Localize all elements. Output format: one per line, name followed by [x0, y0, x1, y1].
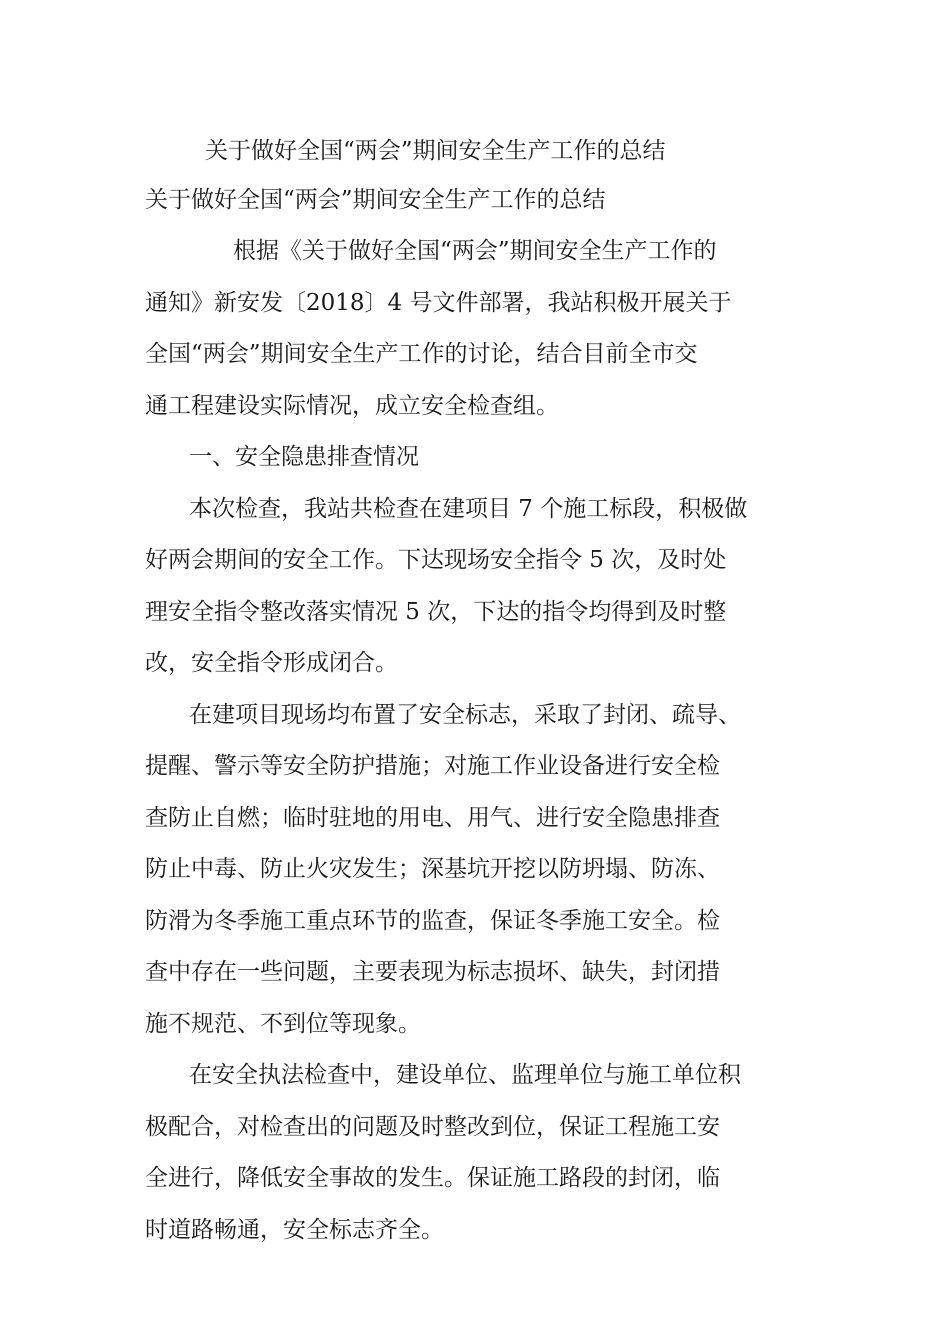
text-line: 全国“两会”期间安全生产工作的讨论，结合目前全市交	[145, 341, 698, 367]
document-title: 关于做好全国“两会”期间安全生产工作的总结	[205, 138, 666, 164]
text-line: 全进行，降低安全事故的发生。保证施工路段的封闭，临	[145, 1165, 720, 1191]
document-subtitle: 关于做好全国“两会”期间安全生产工作的总结	[145, 187, 606, 213]
text-line: 查中存在一些问题，主要表现为标志损坏、缺失，封闭措	[145, 959, 720, 985]
text-line: 通工程建设实际情况，成立安全检查组。	[145, 392, 559, 419]
text-line: 根据《关于做好全国“两会”期间安全生产工作的	[233, 238, 717, 264]
section-heading: 一、安全隐患排查情况	[189, 444, 419, 470]
text-line: 提醒、警示等安全防护措施；对施工作业设备进行安全检	[145, 753, 720, 779]
text-line: 时道路畅通，安全标志齐全。	[145, 1216, 444, 1243]
text-line: 查防止自燃；临时驻地的用电、用气、进行安全隐患排查	[145, 804, 720, 831]
text-line: 好两会期间的安全工作。下达现场安全指令 5 次，及时处	[145, 547, 727, 573]
text-line: 极配合，对检查出的问题及时整改到位，保证工程施工安	[145, 1113, 720, 1140]
text-line: 在建项目现场均布置了安全标志，采取了封闭、疏导、	[189, 701, 741, 728]
text-line: 防滑为冬季施工重点环节的监查，保证冬季施工安全。检	[145, 907, 720, 934]
text-line: 改，安全指令形成闭合。	[145, 650, 398, 676]
text-line: 防止中毒、防止火灾发生；深基坑开挖以防坍塌、防冻、	[145, 856, 720, 882]
document-body	[145, 226, 810, 1256]
text-line: 在安全执法检查中，建设单位、监理单位与施工单位积	[189, 1062, 741, 1088]
text-line: 本次检查，我站共检查在建项目 7 个施工标段，积极做	[189, 495, 748, 522]
text-line: 施不规范、不到位等现象。	[145, 1010, 421, 1037]
text-line: 通知》新安发〔2018〕4 号文件部署，我站积极开展关于	[145, 289, 732, 316]
text-line: 理安全指令整改落实情况 5 次，下达的指令均得到及时整	[145, 598, 727, 625]
